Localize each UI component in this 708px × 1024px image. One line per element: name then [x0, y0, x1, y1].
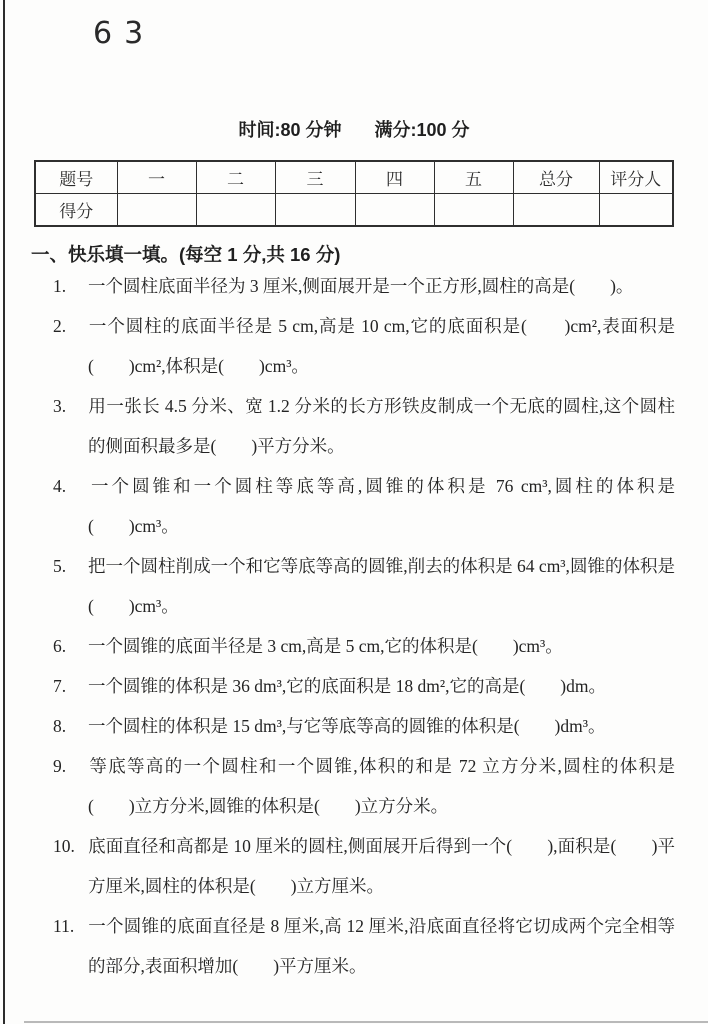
question-number: 2. — [53, 316, 67, 336]
time-limit-label: 时间:80 分钟 — [238, 120, 342, 140]
header-cell-part-2: 二 — [196, 161, 275, 194]
question-text: 一个圆锥的底面半径是 3 cm,高是 5 cm,它的体积是( )cm³。 — [88, 636, 563, 656]
score-cell-empty — [275, 194, 355, 227]
question-text: 一个圆锥的体积是 36 dm³,它的底面积是 18 dm²,它的高是( )dm。 — [88, 676, 606, 696]
question-text: 用一张长 4.5 分米、宽 1.2 分米的长方形铁皮制成一个无底的圆柱,这个圆柱的侧面积最多是( )平方分米。 — [88, 396, 675, 456]
page-number: 63 — [93, 16, 156, 51]
score-cell-empty — [513, 194, 599, 227]
score-cell-empty — [355, 194, 434, 227]
question-item — [53, 546, 675, 626]
full-score-label: 满分:100 分 — [374, 120, 470, 140]
question-number: 8. — [53, 716, 67, 736]
exam-meta-line — [0, 116, 708, 142]
question-text: 底面直径和高都是 10 厘米的圆柱,侧面展开后得到一个( ),面积是( )平方厘米,圆柱的体积是( )立方厘米。 — [88, 836, 675, 896]
question-number: 5. — [53, 556, 67, 576]
bottom-page-rule — [24, 1021, 708, 1023]
question-item — [53, 266, 675, 306]
header-cell-part-1: 一 — [117, 161, 196, 194]
question-number: 3. — [53, 396, 67, 416]
score-row-label: 得分 — [35, 194, 117, 227]
header-cell-grader: 评分人 — [599, 161, 673, 194]
question-text: 等底等高的一个圆柱和一个圆锥,体积的和是 72 立方分米,圆柱的体积是( )立方分米,圆锥的体积是( )立方分米。 — [88, 756, 675, 816]
question-item — [53, 826, 675, 906]
score-table-header-row — [35, 161, 673, 194]
question-number: 9. — [53, 756, 67, 776]
score-cell-empty — [196, 194, 275, 227]
question-item — [53, 466, 675, 546]
header-cell-part-4: 四 — [355, 161, 434, 194]
section-one-title: 一、快乐填一填。(每空 1 分,共 16 分) — [31, 244, 341, 265]
question-number: 7. — [53, 676, 67, 696]
question-item — [53, 906, 675, 986]
question-item — [53, 306, 675, 386]
score-table — [34, 160, 674, 227]
score-cell-empty — [117, 194, 196, 227]
header-cell-part-5: 五 — [434, 161, 513, 194]
question-text: 一个圆柱的底面半径是 5 cm,高是 10 cm,它的底面积是( )cm²,表面积是( )cm²,体积是( )cm³。 — [88, 316, 675, 376]
question-text: 一个圆柱的体积是 15 dm³,与它等底等高的圆锥的体积是( )dm³。 — [88, 716, 606, 736]
question-number: 1. — [53, 276, 67, 296]
question-item — [53, 746, 675, 826]
question-item — [53, 626, 675, 666]
question-number: 6. — [53, 636, 67, 656]
question-number: 10. — [53, 836, 75, 856]
question-text: 把一个圆柱削成一个和它等底等高的圆锥,削去的体积是 64 cm³,圆锥的体积是( )cm³。 — [88, 556, 675, 616]
question-item — [53, 706, 675, 746]
score-cell-empty — [599, 194, 673, 227]
question-text: 一个圆锥的底面直径是 8 厘米,高 12 厘米,沿底面直径将它切成两个完全相等的部分,表面积增加( )平方厘米。 — [88, 916, 675, 976]
score-table-score-row — [35, 194, 673, 227]
header-cell-total: 总分 — [513, 161, 599, 194]
score-cell-empty — [434, 194, 513, 227]
question-item — [53, 386, 675, 466]
question-item — [53, 666, 675, 706]
question-number: 4. — [53, 476, 67, 496]
header-cell-part-3: 三 — [275, 161, 355, 194]
header-cell-question-no: 题号 — [35, 161, 117, 194]
question-text: 一个圆锥和一个圆柱等底等高,圆锥的体积是 76 cm³,圆柱的体积是( )cm³。 — [88, 476, 675, 536]
question-number: 11. — [53, 916, 75, 936]
question-text: 一个圆柱底面半径为 3 厘米,侧面展开是一个正方形,圆柱的高是( )。 — [88, 276, 634, 296]
question-list — [0, 266, 708, 986]
